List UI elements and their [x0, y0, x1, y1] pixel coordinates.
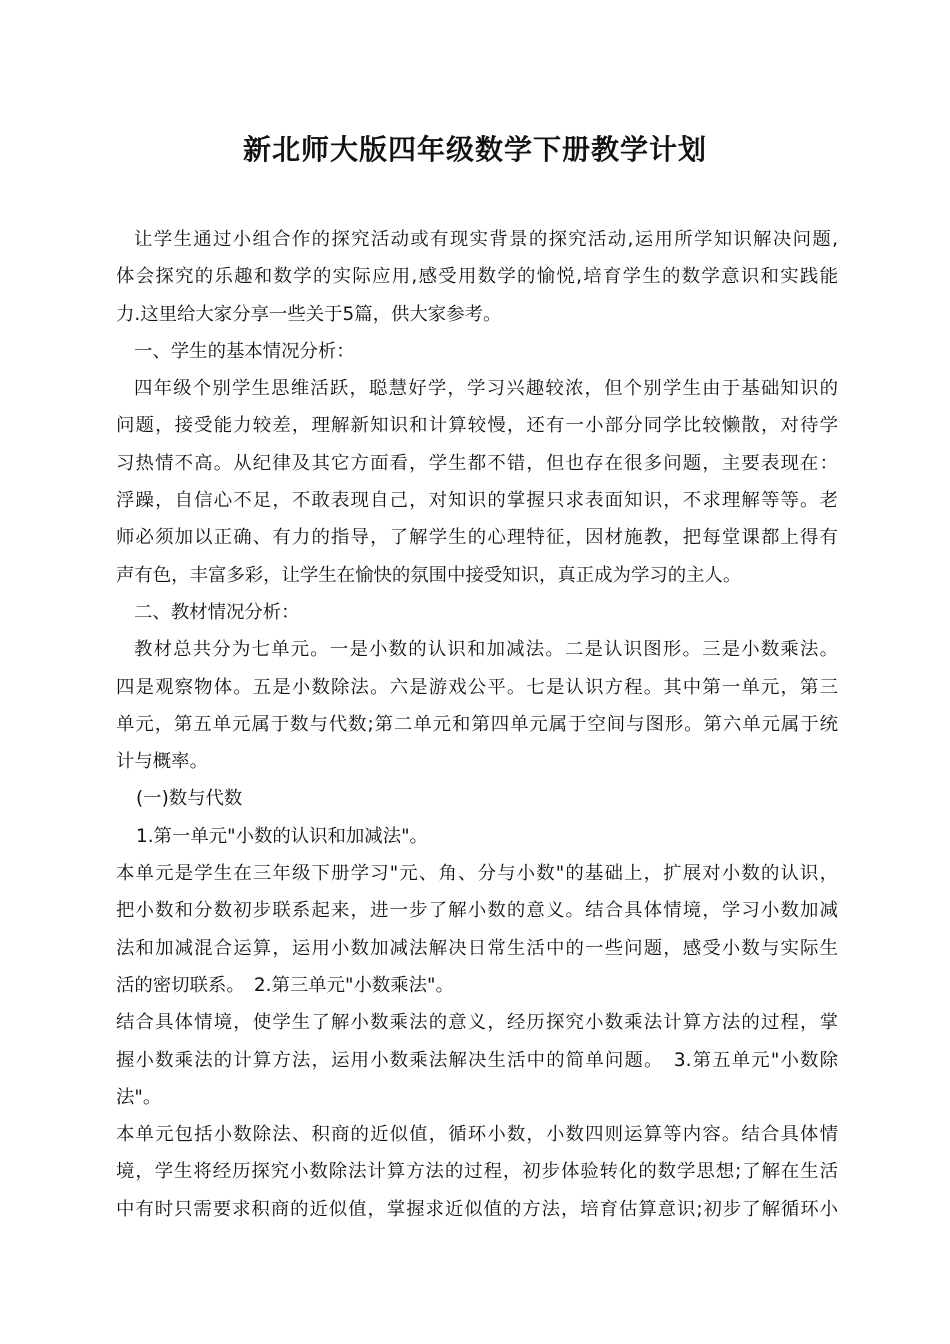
paragraph-line: 握小数乘法的计算方法，运用小数乘法解决生活中的简单问题。 3.第五单元"小数除: [116, 1049, 838, 1071]
paragraph-line: 境，学生将经历探究小数除法计算方法的过程，初步体验转化的数学思想;了解在生活: [116, 1161, 838, 1183]
paragraph-line: 把小数和分数初步联系起来，进一步了解小数的意义。结合具体情境，学习小数加减: [116, 900, 838, 922]
unit-heading: 1.第一单元"小数的认识和加减法"。: [136, 825, 428, 847]
paragraph-line: 四年级个别学生思维活跃，聪慧好学，学习兴趣较浓，但个别学生由于基础知识的: [134, 378, 838, 400]
paragraph-line: 中有时只需要求积商的近似值，掌握求近似值的方法，培育估算意识;初步了解循环小: [116, 1198, 838, 1220]
paragraph-line: 问题，接受能力较差，理解新知识和计算较慢，还有一小部分同学比较懒散，对待学: [116, 415, 838, 437]
paragraph-line: 习热情不高。从纪律及其它方面看，学生都不错，但也存在很多问题，主要表现在：: [116, 452, 838, 474]
paragraph-line: 单元，第五单元属于数与代数;第二单元和第四单元属于空间与图形。第六单元属于统: [116, 713, 838, 735]
document-title: 新北师大版四年级数学下册教学计划: [242, 133, 707, 166]
paragraph-line: 法"。: [116, 1086, 162, 1108]
paragraph-line: 体会探究的乐趣和数学的实际应用,感受用数学的愉悦,培育学生的数学意识和实践能: [116, 266, 838, 288]
paragraph-line: 声有色，丰富多彩，让学生在愉快的氛围中接受知识，真正成为学习的主人。: [116, 564, 742, 586]
paragraph-line: 师必须加以正确、有力的指导，了解学生的心理特征，因材施教，把每堂课都上得有: [116, 527, 838, 549]
paragraph-line: 教材总共分为七单元。一是小数的认识和加减法。二是认识图形。三是小数乘法。: [134, 639, 838, 661]
paragraph-line: 本单元是学生在三年级下册学习"元、角、分与小数"的基础上，扩展对小数的认识，: [116, 863, 838, 885]
paragraph-line: 四是观察物体。五是小数除法。六是游戏公平。七是认识方程。其中第一单元，第三: [116, 676, 838, 698]
paragraph-line: 让学生通过小组合作的探究活动或有现实背景的探究活动,运用所学知识解决问题,: [134, 229, 838, 250]
document-body: [116, 221, 838, 1228]
section-heading: 二、教材情况分析：: [134, 601, 300, 623]
paragraph-line: 法和加减混合运算，运用小数加减法解决日常生活中的一些问题，感受小数与实际生: [116, 937, 838, 959]
paragraph-line: 活的密切联系。 2.第三单元"小数乘法"。: [116, 974, 454, 996]
paragraph-line: 结合具体情境，使学生了解小数乘法的意义，经历探究小数乘法计算方法的过程，掌: [116, 1012, 838, 1034]
paragraph-line: 本单元包括小数除法、积商的近似值，循环小数，小数四则运算等内容。结合具体情: [116, 1124, 838, 1146]
paragraph-line: 力.这里给大家分享一些关于5篇，供大家参考。: [116, 303, 502, 325]
section-heading: 一、学生的基本情况分析：: [134, 340, 355, 362]
subsection-heading: (一)数与代数: [136, 788, 243, 810]
paragraph-line: 浮躁，自信心不足，不敢表现自己，对知识的掌握只求表面知识，不求理解等等。老: [116, 490, 838, 512]
paragraph-line: 计与概率。: [116, 751, 208, 773]
